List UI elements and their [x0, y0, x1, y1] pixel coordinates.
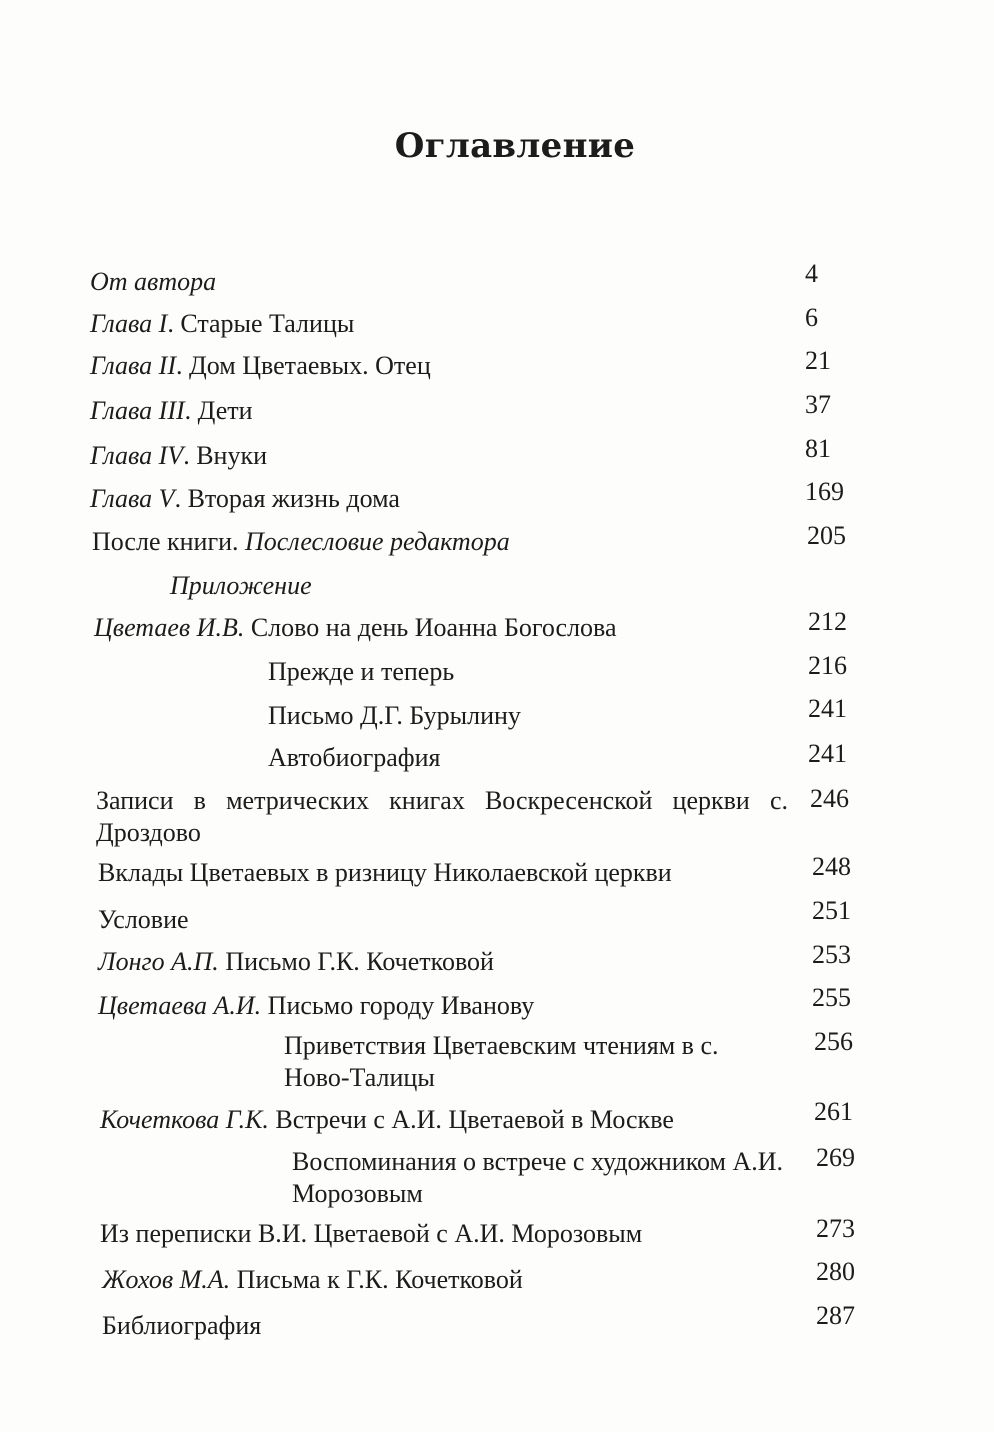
entry-author: Глава II	[90, 351, 176, 380]
entry-author: Глава III	[90, 396, 185, 425]
entry-title: . Дети	[184, 396, 253, 425]
entry-title: Воспоминания о встрече с художником А.И. Морозовым	[292, 1147, 784, 1208]
appendix-heading: Приложение	[170, 571, 312, 600]
entry-author: Глава IV	[90, 441, 184, 470]
entry-author: Цветаев И.В.	[94, 613, 245, 642]
page-number: 169	[805, 477, 844, 506]
entry-title: . Дом Цветаевых. Отец	[176, 351, 431, 380]
page-number: 246	[810, 784, 849, 813]
page-number: 241	[808, 694, 847, 723]
page-number: 21	[805, 346, 831, 375]
entry-author: Кочеткова Г.К.	[100, 1105, 269, 1134]
entry-title: Письмо Д.Г. Бурылину	[268, 701, 521, 730]
entry-lead: После книги.	[92, 527, 246, 556]
entry-author: Глава I	[90, 309, 168, 338]
entry-author: Цветаева А.И.	[98, 991, 262, 1020]
page-number: 248	[812, 852, 851, 881]
entry-title: Записи в метрических книгах Воскресенской церкви с. Дроздово	[96, 786, 788, 847]
entry-title: Прежде и теперь	[268, 657, 455, 686]
page-number: 4	[805, 259, 818, 288]
page-number: 280	[816, 1257, 855, 1286]
page-number: 212	[808, 607, 847, 636]
entry-title: Библиография	[102, 1311, 262, 1340]
entry-title: Слово на день Иоанна Богослова	[244, 613, 617, 642]
page-number: 205	[807, 521, 846, 550]
page-number: 255	[812, 983, 851, 1012]
page-number: 241	[808, 739, 847, 768]
entry-title: . Старые Талицы	[167, 309, 355, 338]
entry-author: Послесловие редактора	[245, 527, 510, 556]
entry-title: Письмо городу Иванову	[261, 991, 535, 1020]
page-number: 273	[816, 1214, 855, 1243]
entry-title: . Внуки	[183, 441, 268, 470]
entry-author: Лонго А.П.	[98, 947, 219, 976]
page-title: Оглавление	[394, 126, 636, 166]
entry-title: Из переписки В.И. Цветаевой с А.И. Морозовым	[100, 1219, 643, 1248]
page-number: 6	[805, 303, 818, 332]
entry-author: От автора	[90, 267, 217, 296]
page-number: 253	[812, 940, 851, 969]
entry-title: Условие	[98, 905, 189, 934]
page-number: 256	[814, 1027, 853, 1056]
entry-title: Письма к Г.К. Кочетковой	[230, 1265, 523, 1294]
entry-title: Приветствия Цветаевским чтениям в с. Ново-Талицы	[284, 1031, 719, 1092]
page-number: 37	[805, 390, 831, 419]
entry-title: Автобиография	[268, 743, 441, 772]
page-number: 216	[808, 651, 847, 680]
entry-title: Встречи с А.И. Цветаевой в Москве	[268, 1105, 674, 1134]
page-number: 287	[816, 1301, 855, 1330]
page-number: 81	[805, 434, 831, 463]
page-number: 251	[812, 896, 851, 925]
page-number: 269	[816, 1143, 855, 1172]
entry-author: Жохов М.А.	[102, 1265, 231, 1294]
entry-title: . Вторая жизнь дома	[174, 484, 400, 513]
entry-title: Письмо Г.К. Кочетковой	[218, 947, 494, 976]
entry-title: Вклады Цветаевых в ризницу Николаевской церкви	[98, 858, 672, 887]
entry-author: Глава V	[90, 484, 175, 513]
page-number: 261	[814, 1097, 853, 1126]
